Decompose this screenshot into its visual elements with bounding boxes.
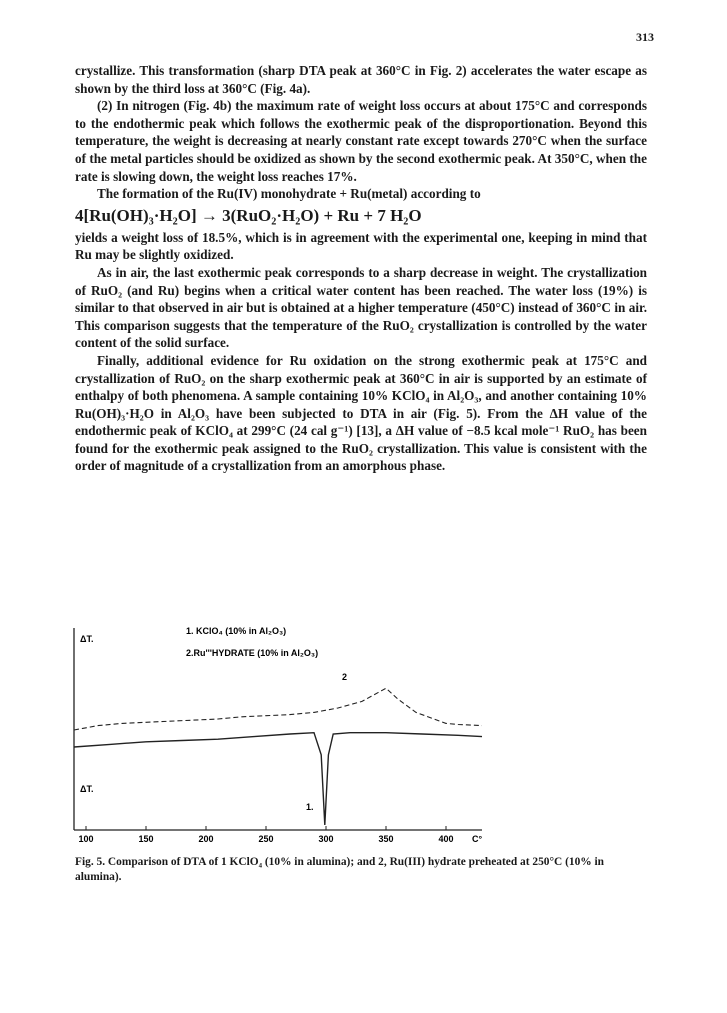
- x-tick-label: 100: [78, 834, 94, 844]
- y-axis-label-lower: ΔT.: [80, 784, 94, 794]
- paragraph: The formation of the Ru(IV) monohydrate + Ru(metal) according to: [97, 186, 481, 202]
- curve-label-2: 2: [342, 672, 348, 682]
- curve-label-1: 1.: [306, 802, 314, 812]
- x-tick-label: 400: [438, 834, 454, 844]
- dta-curve-2: [74, 688, 482, 730]
- legend-entry-2: 2.Ru'''HYDRATE (10% in Al₂O₃): [186, 648, 319, 658]
- paragraph: yields a weight loss of 18.5%, which is in agreement with the experimental one, keeping in mind that Ru may be slightly oxidized.: [75, 229, 647, 263]
- x-tick-label: 150: [138, 834, 154, 844]
- x-tick-label: 300: [318, 834, 334, 844]
- x-tick-label: 350: [378, 834, 394, 844]
- dta-chart: [70, 606, 650, 850]
- dta-curve-1: [74, 733, 482, 825]
- y-axis-label-upper: ΔT.: [80, 634, 94, 644]
- paragraph: (2) In nitrogen (Fig. 4b) the maximum rate of weight loss occurs at about 175°C and corresponds to the endothermic peak which follows the exothermic peak of the disproportionation. Beyond this temperature, the weight is decreasing at nearly constant rate except towards 270°C when the surface of the metal particles should be oxidized as shown by the second exothermic peak. At 350°C, when the rate is slowing down, the weight loss reaches 17%.: [75, 98, 647, 184]
- paragraph: crystallize. This transformation (sharp DTA peak at 360°C in Fig. 2) accelerates the water escape as shown by the third loss at 360°C (Fig. 4a).: [75, 63, 647, 96]
- x-tick-label: 250: [258, 834, 274, 844]
- legend-entry-1: 1. KClO₄ (10% in Al₂O₃): [186, 626, 287, 636]
- dta-figure: [70, 606, 650, 850]
- x-tick-label: 200: [198, 834, 214, 844]
- body-text: [75, 62, 647, 475]
- paragraph: As in air, the last exothermic peak corresponds to a sharp decrease in weight. The crystallization of RuO₂ (and Ru) begins when a critical water content has been reached. The water loss (19%) is similar to that observed in air but is obtained at a higher temperature (450°C) instead of 360°C in air. This comparison suggests that the temperature of the RuO₂ crystallization is controlled by the water content of the solid surface.: [75, 264, 647, 351]
- page-number: 313: [636, 30, 654, 44]
- x-axis-unit-label: C°: [472, 834, 483, 844]
- figure-caption: Fig. 5. Comparison of DTA of 1 KClO₄ (10% in alumina); and 2, Ru(III) hydrate preheated at 250°C (10% in alumina).: [75, 856, 605, 883]
- paragraph: Finally, additional evidence for Ru oxidation on the strong exothermic peak at 175°C and crystallization of RuO₂ on the sharp exothermic peak at 360°C in air is supported by an estimate of enthalpy of both phenomena. A sample containing 10% KClO₄ in Al₂O₃, and another containing 10% Ru(OH)₃·H₂O in Al₂O₃ have been subjected to DTA in air (Fig. 5). From the ΔH value of the endothermic peak of KClO₄ at 299°C (24 cal g⁻¹) [13], a ΔH value of −8.5 kcal mole⁻¹ RuO₂ has been found for the exothermic peak assigned to the RuO₂ crystallization. This value is consistent with the order of magnitude of a crystallization from an amorphous phase.: [75, 352, 647, 474]
- chemical-equation: 4[Ru(OH)₃·H₂O] → 3(RuO₂·H₂O) + Ru + 7 H₂O: [75, 205, 422, 225]
